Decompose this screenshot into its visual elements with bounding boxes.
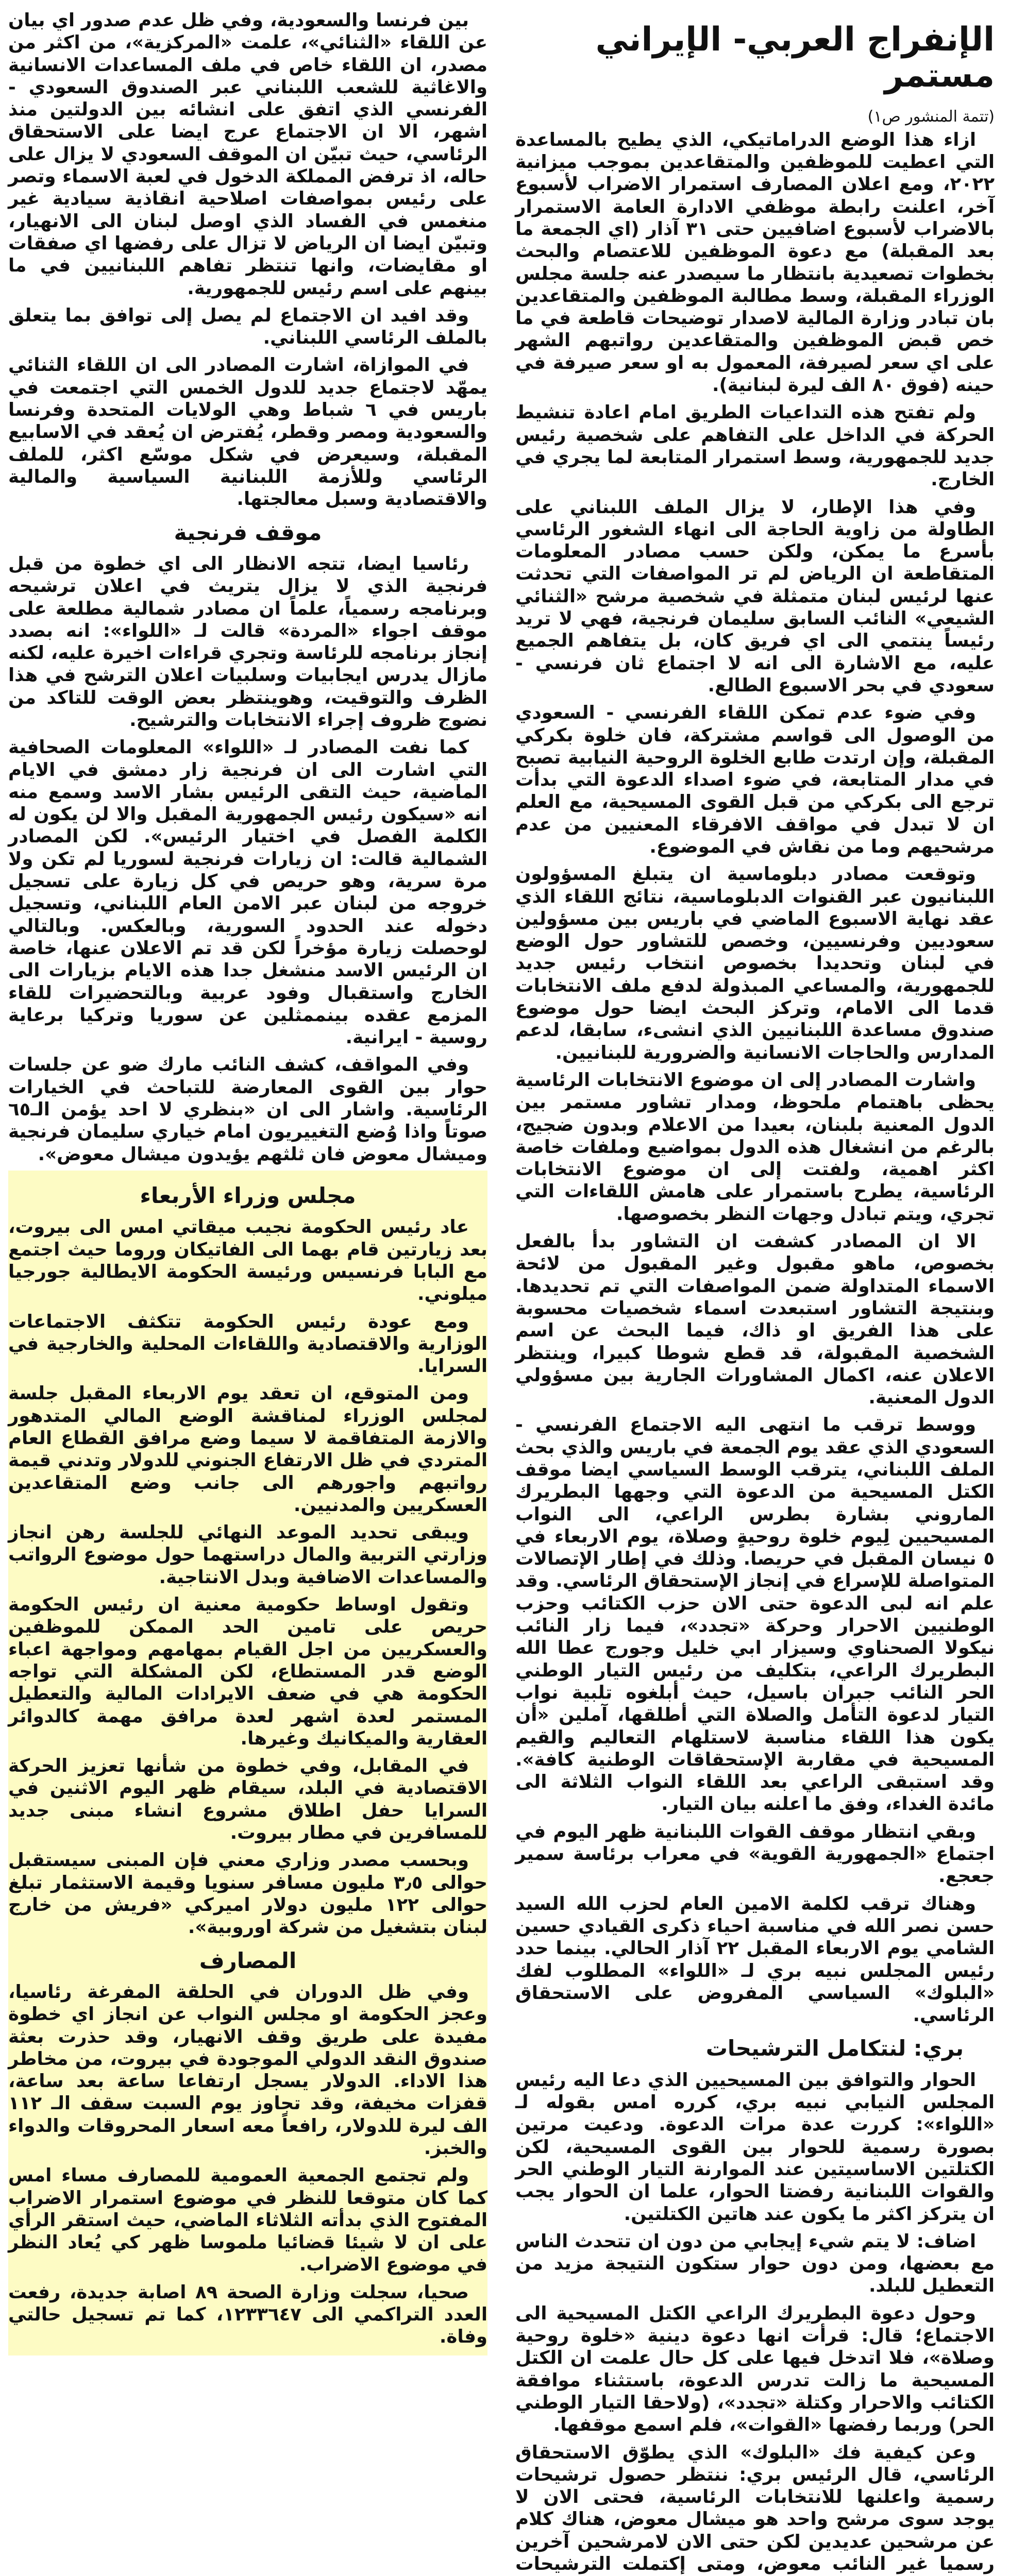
article-paragraph: في الموازاة، اشارت المصادر الى ان اللقاء الثنائي يمهّد لاجتماع جديد للدول الخمس التي اجتمعت في باريس في ٦ شباط وهي الولايات المتحدة وفرنسا والسعودية ومصر وقطر، يُفترض ان يُعقد في الاسابيع المقبلة، وسيعرض في شكل موسّع اكثر، للملف الرئاسي وللأزمة اللبنانية السياسية والمالية والاقتصادية وسبل معالجتها.: [8, 354, 487, 510]
article-paragraph: واشارت المصادر إلى ان موضوع الانتخابات الرئاسية يحظى باهتمام ملحوظ، ومدار تشاور مستمر بين الدول المعنية بلبنان، بعيدا من الاعلام وبدون ضجيج، بالرغم من انشغال هذه الدول بمواضيع وملفات خاصة اكثر اهمية، ولفتت إلى ان موضوع الانتخابات الرئاسية، يطرح باستمرار على هامش اللقاءات التي تجري، ويتم تبادل وجهات النظر بخصوصها.: [515, 1069, 995, 1225]
article-paragraph: وقد افيد ان الاجتماع لم يصل إلى توافق بما يتعلق بالملف الرئاسي اللبناني.: [8, 304, 487, 349]
subheading-banks: المصارف: [199, 1947, 297, 1973]
article-paragraph: الحوار والتوافق بين المسيحيين الذي دعا اليه رئيس المجلس النيابي نبيه بري، كرره امس بقوله لـ «اللواء»: كررت عدة مرات الدعوة. ودعيت مرتين بصورة رسمية للحوار بين القوى المسيحية، لكن الكتلتين الاساسيتين عند الموارنة التيار الوطني الحر والقوات اللبنانية رفضتا الحوار، علما ان الحوار يجب ان يتركز اكثر ما يكون عند هاتين الكتلتين.: [515, 2069, 995, 2225]
article-paragraph: ولم تجتمع الجمعية العمومية للمصارف مساء امس كما كان متوقعا للنظر في موضوع استمرار الاضراب المفتوح الذي بدأته الثلاثاء الماضي، حيث استقر الرأي على ان لا شيئا قضائيا ملموسا ظهر كي يُعاد النظر في موضوع الاضراب.: [8, 2165, 487, 2276]
article-paragraph: كما نفت المصادر لـ «اللواء» المعلومات الصحافية التي اشارت الى ان فرنجية زار دمشق في الايام الماضية، حيث التقى الرئيس بشار الاسد وسمع منه انه «سيكون رئيس الجمهورية المقبل والا لن يكون له الكلمة الفصل في اختيار الرئيس». لكن المصادر الشمالية قالت: ان زيارات فرنجية لسوريا لم تكن ولا مرة سرية، وهو حريص في كل زيارة على تسجيل خروجه من لبنان عبر الامن العام اللبناني، وتسجيل دخوله عند الحدود السورية، وبالعكس. وبالتالي لوحصلت زيارة مؤخراً لكن قد تم الاعلان عنها، خاصة ان الرئيس الاسد منشغل جدا هذه الايام بزيارات الى الخارج واستقبال وفود عربية وبالتحضيرات للقاء المزمع عقده بينممثلين عن سوريا وتركيا برعاية روسية - ايرانية.: [8, 737, 487, 1048]
right-column: [515, 12, 995, 2576]
highlighted-section: [8, 1171, 487, 2355]
article-paragraph: وفي ضوء عدم تمكن اللقاء الفرنسي - السعودي من الوصول الى قواسم مشتركة، فان خلوة بكركي المقبلة، وإن ارتدت طابع الخلوة الروحية النيابية تصبح في مدار المتابعة، في ضوء اصداء الدعوة التي بدأت ترجع الى بكركي من قبل القوى المسيحية، مع العلم ان لا تبدل في مواقف الافرقاء المعنيين من عدم مرشحيهم وما من نقاش في الموضوع.: [515, 702, 995, 857]
article-paragraph: في المقابل، وفي خطوة من شأنها تعزيز الحركة الاقتصادية في البلد، سيقام ظهر اليوم الاثنين في السرايا حفل اطلاق مشروع انشاء مبنى جديد للمسافرين في مطار بيروت.: [8, 1755, 487, 1844]
article-paragraph: رئاسيا ايضا، تتجه الانظار الى اي خطوة من قبل فرنجية الذي لا يزال يتريث في اعلان ترشيحه وبرنامجه رسمياً، علماً ان مصادر شمالية مطلعة على موقف اجواء «المردة» قالت لـ «اللواء»: انه بصدد إنجاز برنامجه للرئاسة وتجري قراءات اخيرة عليه، لكنه مازال يدرس ايجابيات وسلبيات اعلان الترشح في هذا الظرف والتوقيت، وهوينتظر بعض الوقت للتاكد من نضوج ظروف إجراء الانتخابات والترشيح.: [8, 553, 487, 731]
article-paragraph: ومع عودة رئيس الحكومة تتكثف الاجتماعات الوزارية والاقتصادية واللقاءات المحلية والخارجية في السرايا.: [8, 1311, 487, 1377]
continued-note: (تتمة المنشور ص١): [867, 107, 995, 126]
article-paragraph: وتوقعت مصادر دبلوماسية ان يتبلغ المسؤولون اللبنانيون عبر القنوات الدبلوماسية، نتائج اللقاء الذي عقد نهاية الاسبوع الماضي في باريس بين مسؤولين سعوديين وفرنسيين، وخصص للتشاور حول الوضع في لبنان وتحديدا بخصوص انتخاب رئيس جديد للجمهورية، والمساعي المبذولة لدفع ملف الانتخابات قدما الى الامام، وتركز البحث ايضا حول موضوع صندوق مساعدة اللبنانيين الذي انشىء، سابقا، لدعم المدارس والحاجات الانسانية والضرورية للبنانيين.: [515, 863, 995, 1063]
article-paragraph: وبحسب مصدر وزاري معني فإن المبنى سيستقبل حوالى ٣٫٥ مليون مسافر سنويا وقيمة الاستثمار تبلغ حوالى ١٢٢ مليون دولار اميركي «فريش من خارج لبنان بتشغيل من شركة اوروبية».: [8, 1850, 487, 1938]
article-paragraph: ولم تفتح هذه التداعيات الطريق امام اعادة تنشيط الحركة في الداخل على التفاهم على شخصية رئيس جديد للجمهورية، وسط استمرار المتابعة لما يجري في الخارج.: [515, 402, 995, 490]
article-paragraph: وعن كيفية فك «البلوك» الذي يطوّق الاستحقاق الرئاسي، قال الرئيس بري: ننتظر حصول ترشيحات رسمية واعلنها للانتخابات الرئاسية، فحتى الان لا يوجد سوى مرشح واحد هو ميشال معوض، هناك كلام عن مرشحين عديدين لكن حتى الان لامرشحين آخرين رسميا غير النائب معوض، ومتى إكتملت الترشيحات: [515, 2442, 995, 2575]
article-paragraph: وتقول اوساط حكومية معنية ان رئيس الحكومة حريص على تامين الحد الممكن للموظفين والعسكريين من اجل القيام بمهامهم ومواجهة اعباء الوضع قدر المستطاع، لكن المشكلة التي تواجه الحكومة هي في ضعف الايرادات المالية والتعطيل المستمر لعدة اشهر لعدة مرافق مهمة كالدوائر العقارية والميكانيك وغيرها.: [8, 1594, 487, 1749]
article-paragraph: وفي المواقف، كشف النائب مارك ضو عن جلسات حوار بين القوى المعارضة للتباحث في الخيارات الرئاسية. واشار الى ان «بنظري لا احد يؤمن الـ٦٥ صوتاً واذا وُضع التغييريون امام خياري سليمان فرنجية وميشال معوض فان ثلثهم يؤيدون ميشال معوض».: [8, 1054, 487, 1165]
subheading-berri: بري: لنتكامل الترشيحات: [705, 2036, 964, 2061]
article-paragraph: ازاء هذا الوضع الدراماتيكي، الذي يطيح بالمساعدة التي اعطيت للموظفين والمتقاعدين بموجب ميزانية ٢٠٢٢، ومع اعلان المصارف استمرار الاضراب لأسبوع آخر، اعلنت رابطة موظفي الادارة العامة الاستمرار بالاضراب لأسبوع اضافيين حتى ٣١ آذار (اي الجمعة ما بعد المقبلة) مع دعوة الموظفين للاعتصام والبحث بخطوات تصعيدية بانتظار ما سيصدر عنه جلسة مجلس الوزراء المقبلة، وسط مطالبة الموظفين والمتقاعدين بان تبادر وزارة المالية لاصدار توضيحات قاطعة في ما خص قبض الموظفين والمتقاعدين رواتبهم الشهر على اي سعر لصيرفة، المعمول به او سعر صيرفة في حينه (فوق ٨٠ الف ليرة لبنانية).: [515, 129, 995, 396]
headline: الإنفراج العربي- الإيراني مستمر: [595, 21, 995, 95]
article-paragraph: وفي ظل الدوران في الحلقة المفرغة رئاسيا، وعجز الحكومة او مجلس النواب عن انجاز اي خطوة مفيدة على طريق وقف الانهيار، وقد حذرت بعثة صندوق النقد الدولي الموجودة في بيروت، من مخاطر هذا الاداء. الدولار يسجل ارتفاعا ساعة بعد ساعة، قفزات مخيفة، وقد تجاوز يوم السبت سقف الـ ١١٢ الف ليرة للدولار، رافعاً معه اسعار المحروقات والدواء والخبز.: [8, 1981, 487, 2159]
article-paragraph: عاد رئيس الحكومة نجيب ميقاتي امس الى بيروت، بعد زيارتين قام بهما الى الفاتيكان وروما حيث اجتمع مع البابا فرنسيس ورئيسة الحكومة الايطالية جورجيا ميلوني.: [8, 1216, 487, 1305]
article-paragraph: وحول دعوة البطريرك الراعي الكتل المسيحية الى الاجتماع؛ قال: قرأت انها دعوة دينية «خلوة روحية وصلاة»، فلا اتدخل فيها على كل حال علمت ان الكتل المسيحية ما زالت تدرس الدعوة، باستثناء موافقة الكتائب والاحرار وكتلة «تجدد»، (ولاحقا التيار الوطني الحر) وربما رفضها «القوات»، فلم اسمع موقفها.: [515, 2302, 995, 2436]
article-paragraph: اضاف: لا يتم شيء إيجابي من دون ان تتحدث الناس مع بعضها، ومن دون حوار ستكون النتيجة مزيد من التعطيل للبلد.: [515, 2230, 995, 2297]
article-paragraph: وبقي انتظار موقف القوات اللبنانية ظهر اليوم في اجتماع «الجمهورية القوية» في معراب برئاسة سمير جعجع.: [515, 1821, 995, 1887]
article-paragraph: صحيا، سجلت وزارة الصحة ٨٩ اصابة جديدة، رفعت العدد التراكمي الى ١٢٣٣٦٤٧، كما تم تسجيل حالتي وفاة.: [8, 2281, 488, 2348]
article-paragraph: ووسط ترقب ما انتهى اليه الاجتماع الفرنسي - السعودي الذي عقد يوم الجمعة في باريس والذي بحث الملف اللبناني، يترقب الوسط السياسي ايضا موقف الكتل المسيحية من الدعوة التي وجهها البطريرك الماروني بشارة بطرس الراعي، الى النواب المسيحيين لِيوم خلوة روحيةٍ وصلاة، يوم الاربعاء في ٥ نيسان المقبل في حريصا. وذلك في إطار الإتصالات المتواصلة للإسراع في إنجاز الإستحقاق الرئاسي. وقد علم انه لبى الدعوة حتى الان حزب الكتائب وحزب الوطنيين الاحرار وحركة «تجدد»، فيما زار النائب نيكولا الصحناوي وسيزار ابي خليل وجورج عطا الله البطريرك الراعي، بتكليف من رئيس التيار الوطني الحر النائب جبران باسيل، حيث أبلغوه تلبية نواب التيار لدعوة التأمل والصلاة التي أطلقها، آملين «أن يكون هذا اللقاء مناسبة لاستلهام التعاليم والقيم المسيحية في مقاربة الإستحقاقات الوطنية كافة». وقد استبقى الراعي بعد اللقاء النواب الثلاثة الى مائدة الغداء، وفق ما اعلنه بيان التيار.: [515, 1414, 995, 1815]
subheading-frangieh: موقف فرنجية: [174, 519, 322, 545]
article-paragraph: ومن المتوقع، ان تعقد يوم الاربعاء المقبل جلسة لمجلس الوزراء لمناقشة الوضع المالي المتدهور والازمة المتفاقمة لا سيما وضع مرافق القطاع العام المتردي في ظل الارتفاع الجنوني للدولار وتدني قيمة رواتبهم واجورهم الى جانب وضع المتقاعدين العسكريين والمدنيين.: [8, 1383, 487, 1516]
article-paragraph: وهناك ترقب لكلمة الامين العام لحزب الله السيد حسن نصر الله في مناسبة احياء ذكرى القيادي حسين الشامي يوم الاربعاء المقبل ٢٢ آذار الحالي. بينما حدد رئيس المجلس نبيه بري لـ «اللواء» المطلوب لفك «البلوك» السياسي المفروض على الاستحقاق الرئاسي.: [515, 1893, 995, 2026]
article-paragraph: الا ان المصادر كشفت ان التشاور بدأ بالفعل بخصوص، ماهو مقبول وغير المقبول من لائحة الاسماء المتداولة ضمن المواصفات التي تم تحديدها. وبنتيجة التشاور استبعدت اسماء شخصيات محسوبة على هذا الفريق او ذاك، فيما البحث عن اسم الشخصية المقبولة، قد قطع شوطا كبيرا، وينتظر الاعلان عنه، اكمال المشاورات الجارية بين مسؤولي الدول المعنية.: [515, 1231, 995, 1409]
article-paragraph: ويبقى تحديد الموعد النهائي للجلسة رهن انجاز وزارتي التربية والمال دراستهما حول موضوع الرواتب والمساعدات الاضافية وبدل الانتاجية.: [8, 1522, 487, 1588]
article-paragraph: بين فرنسا والسعودية، وفي ظل عدم صدور اي بيان عن اللقاء «الثنائي»، علمت «المركزية»، من اكثر من مصدر، ان اللقاء خاص في ملف المساعدات الانسانية والاغاثية للشعب اللبناني عبر الصندوق السعودي - الفرنسي الذي اتفق على انشائه بين الدولتين منذ اشهر، الا ان الاجتماع عرج ايضا على الاستحقاق الرئاسي، حيث تبيّن ان الموقف السعودي لا يزال على حاله، اذ ترفض المملكة الدخول في لعبة الاسماء وتصر على رئيس بمواصفات اصلاحية انقاذية سيادية غير منغمس في الفساد الذي اوصل لبنان الى الانهيار، وتبيّن ايضا ان الرياض لا تزال على رفضها اي صفقات او مقايضات، وانها تنتظر تفاهم اللبنانيين في ما بينهم على اسم رئيس للجمهورية.: [8, 10, 487, 299]
subheading-cabinet: مجلس وزراء الأربعاء: [140, 1182, 356, 1208]
left-column: [8, 9, 487, 2355]
article-paragraph: وفي هذا الإطار، لا يزال الملف اللبناني على الطاولة من زاوية الحاجة الى انهاء الشغور الرئاسي بأسرع ما يمكن، ولكن حسب مصادر المعلومات المتقاطعة ان الرياض لم تر المواصفات التي تحدثت عنها لرئيس لبنان متمثلة في شخصية مرشح «الثنائي الشيعي» النائب السابق سليمان فرنجية، فهي لا تريد رئيساً ينتمي الى اي فريق كان، بل يتفاهم الجميع عليه، مع الاشارة الى انه لا اجتماع ثان فرنسي - سعودي في بحر الاسبوع الطالع.: [515, 496, 995, 696]
